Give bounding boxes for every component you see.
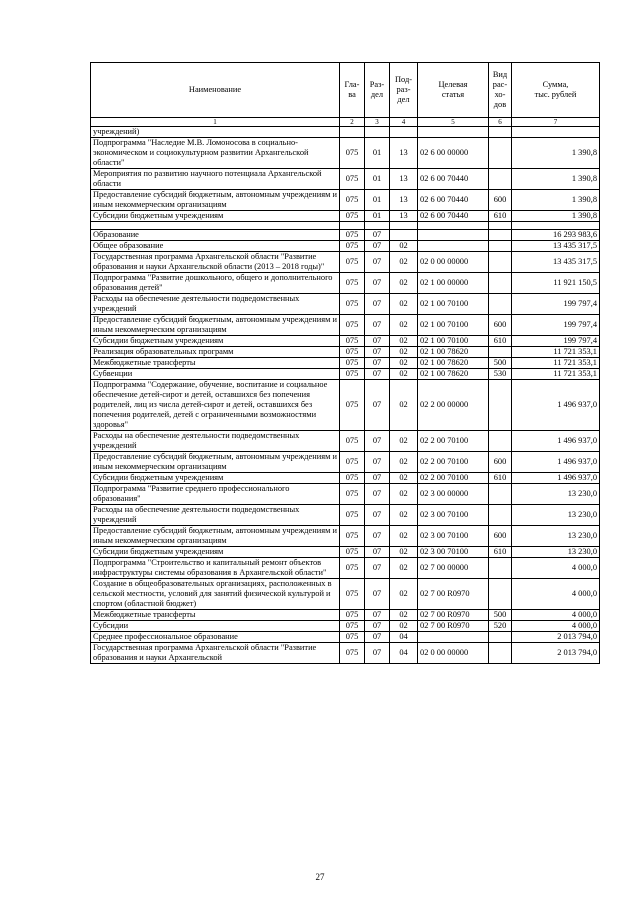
- row-glava: 075: [340, 169, 365, 190]
- col-header-summa-label: Сумма, тыс. рублей: [534, 80, 577, 99]
- row-vid: [489, 138, 512, 169]
- row-glava: 075: [340, 431, 365, 452]
- row-razdel: 07: [365, 473, 390, 484]
- row-razdel: 07: [365, 526, 390, 547]
- table-header-row: [91, 63, 600, 118]
- row-celevaya: [418, 222, 489, 230]
- row-vid: [489, 505, 512, 526]
- row-glava: 075: [340, 621, 365, 632]
- table-row: [91, 222, 600, 230]
- row-razdel: 07: [365, 369, 390, 380]
- row-summa: 1 496 937,0: [512, 473, 600, 484]
- row-celevaya: 02 2 00 00000: [418, 380, 489, 431]
- table-row: [91, 610, 600, 621]
- column-number-row: [91, 118, 600, 127]
- row-celevaya: 02 0 00 00000: [418, 643, 489, 664]
- col-header-summa: [512, 63, 600, 118]
- row-podrazdel: 02: [390, 558, 418, 579]
- row-summa: 2 013 794,0: [512, 643, 600, 664]
- row-razdel: 07: [365, 484, 390, 505]
- row-vid: 610: [489, 211, 512, 222]
- row-glava: 075: [340, 452, 365, 473]
- row-name: Субвенции: [91, 369, 340, 380]
- row-podrazdel: 13: [390, 211, 418, 222]
- row-summa: 1 390,8: [512, 190, 600, 211]
- row-razdel: 07: [365, 358, 390, 369]
- row-razdel: 07: [365, 632, 390, 643]
- row-glava: 075: [340, 347, 365, 358]
- row-podrazdel: 13: [390, 138, 418, 169]
- row-glava: [340, 127, 365, 138]
- row-glava: 075: [340, 138, 365, 169]
- row-podrazdel: 02: [390, 431, 418, 452]
- row-summa: 4 000,0: [512, 579, 600, 610]
- row-name: Субсидии бюджетным учреждениям: [91, 336, 340, 347]
- row-podrazdel: [390, 222, 418, 230]
- row-vid: [489, 431, 512, 452]
- row-podrazdel: 02: [390, 473, 418, 484]
- row-razdel: 07: [365, 380, 390, 431]
- row-summa: [512, 127, 600, 138]
- row-razdel: [365, 222, 390, 230]
- row-razdel: 07: [365, 294, 390, 315]
- row-vid: [489, 127, 512, 138]
- row-name: Расходы на обеспечение деятельности подведомственных учреждений: [91, 431, 340, 452]
- row-summa: 1 390,8: [512, 211, 600, 222]
- row-vid: [489, 632, 512, 643]
- row-razdel: 07: [365, 230, 390, 241]
- row-celevaya: 02 0 00 00000: [418, 252, 489, 273]
- page-number: 27: [315, 872, 325, 882]
- row-glava: 075: [340, 484, 365, 505]
- row-name: Образование: [91, 230, 340, 241]
- row-name: [91, 222, 340, 230]
- row-name: учреждений): [91, 127, 340, 138]
- row-celevaya: [418, 241, 489, 252]
- col-header-vid-label: Вид рас- хо- дов: [492, 70, 508, 109]
- row-podrazdel: 02: [390, 273, 418, 294]
- row-podrazdel: 02: [390, 452, 418, 473]
- row-name: Субсидии бюджетным учреждениям: [91, 547, 340, 558]
- col-header-glava: [340, 63, 365, 118]
- table-row: [91, 127, 600, 138]
- row-celevaya: 02 6 00 00000: [418, 138, 489, 169]
- row-celevaya: [418, 632, 489, 643]
- row-vid: [489, 484, 512, 505]
- row-summa: 13 230,0: [512, 484, 600, 505]
- row-vid: [489, 294, 512, 315]
- row-vid: 530: [489, 369, 512, 380]
- row-vid: 610: [489, 473, 512, 484]
- budget-table: [90, 62, 600, 664]
- row-podrazdel: 02: [390, 315, 418, 336]
- row-podrazdel: 02: [390, 241, 418, 252]
- row-celevaya: 02 3 00 70100: [418, 547, 489, 558]
- row-vid: [489, 579, 512, 610]
- row-summa: [512, 222, 600, 230]
- row-celevaya: 02 7 00 R0970: [418, 610, 489, 621]
- row-celevaya: 02 6 00 70440: [418, 190, 489, 211]
- table-row: [91, 526, 600, 547]
- row-vid: [489, 643, 512, 664]
- row-summa: 199 797,4: [512, 294, 600, 315]
- row-celevaya: 02 2 00 70100: [418, 431, 489, 452]
- row-podrazdel: 02: [390, 358, 418, 369]
- row-razdel: 07: [365, 431, 390, 452]
- row-name: Создание в общеобразовательных организациях, расположенных в сельской местности, условий для занятий физической культурой и спортом (областной бюджет): [91, 579, 340, 610]
- row-vid: 600: [489, 315, 512, 336]
- row-celevaya: 02 6 00 70440: [418, 211, 489, 222]
- row-razdel: 07: [365, 547, 390, 558]
- row-podrazdel: 02: [390, 294, 418, 315]
- row-vid: 610: [489, 547, 512, 558]
- row-vid: 520: [489, 621, 512, 632]
- table-row: [91, 484, 600, 505]
- row-glava: 075: [340, 190, 365, 211]
- col-header-razdel-label: Раз- дел: [369, 80, 385, 99]
- row-podrazdel: 04: [390, 643, 418, 664]
- table-row: [91, 643, 600, 664]
- row-name: Государственная программа Архангельской области "Развитие образования и науки Архангельской области (2013 – 2018 годы)": [91, 252, 340, 273]
- row-vid: 600: [489, 526, 512, 547]
- table-row: [91, 315, 600, 336]
- table-row: [91, 452, 600, 473]
- row-summa: 13 435 317,5: [512, 252, 600, 273]
- row-celevaya: 02 1 00 78620: [418, 358, 489, 369]
- row-podrazdel: 13: [390, 169, 418, 190]
- row-summa: 1 496 937,0: [512, 380, 600, 431]
- row-razdel: 07: [365, 643, 390, 664]
- table-row: [91, 579, 600, 610]
- row-razdel: 07: [365, 558, 390, 579]
- row-glava: 075: [340, 558, 365, 579]
- row-summa: 199 797,4: [512, 336, 600, 347]
- row-name: Предоставление субсидий бюджетным, автономным учреждениям и иным некоммерческим организациям: [91, 452, 340, 473]
- row-name: Среднее профессиональное образование: [91, 632, 340, 643]
- row-summa: 11 721 353,1: [512, 369, 600, 380]
- row-celevaya: 02 1 00 00000: [418, 273, 489, 294]
- table-row: [91, 369, 600, 380]
- row-celevaya: 02 1 00 70100: [418, 336, 489, 347]
- row-vid: [489, 230, 512, 241]
- row-celevaya: 02 1 00 70100: [418, 294, 489, 315]
- table-row: [91, 380, 600, 431]
- row-vid: [489, 222, 512, 230]
- row-name: Межбюджетные трансферты: [91, 610, 340, 621]
- row-celevaya: 02 1 00 78620: [418, 347, 489, 358]
- row-summa: 16 293 983,6: [512, 230, 600, 241]
- table-row: [91, 211, 600, 222]
- row-summa: 2 013 794,0: [512, 632, 600, 643]
- row-podrazdel: 02: [390, 547, 418, 558]
- row-glava: 075: [340, 526, 365, 547]
- row-summa: 13 230,0: [512, 505, 600, 526]
- table-row: [91, 358, 600, 369]
- row-summa: 13 435 317,5: [512, 241, 600, 252]
- row-vid: [489, 241, 512, 252]
- row-podrazdel: 02: [390, 252, 418, 273]
- row-celevaya: 02 7 00 00000: [418, 558, 489, 579]
- row-razdel: 01: [365, 211, 390, 222]
- row-glava: [340, 222, 365, 230]
- row-summa: 1 496 937,0: [512, 431, 600, 452]
- row-razdel: 01: [365, 138, 390, 169]
- row-razdel: 07: [365, 315, 390, 336]
- row-glava: 075: [340, 252, 365, 273]
- col-header-celevaya: [418, 63, 489, 118]
- row-celevaya: 02 7 00 R0970: [418, 621, 489, 632]
- col-header-razdel: [365, 63, 390, 118]
- table-row: [91, 230, 600, 241]
- row-name: Предоставление субсидий бюджетным, автономным учреждениям и иным некоммерческим организациям: [91, 190, 340, 211]
- row-name: Субсидии: [91, 621, 340, 632]
- row-podrazdel: 02: [390, 484, 418, 505]
- row-glava: 075: [340, 294, 365, 315]
- row-razdel: [365, 127, 390, 138]
- row-summa: 199 797,4: [512, 315, 600, 336]
- row-vid: 610: [489, 336, 512, 347]
- row-name: Межбюджетные трансферты: [91, 358, 340, 369]
- row-glava: 075: [340, 336, 365, 347]
- row-summa: 13 230,0: [512, 526, 600, 547]
- row-name: Подпрограмма "Содержание, обучение, воспитание и социальное обеспечение детей-сирот и детей, оставшихся без попечения родителей, лиц из числа детей-сирот и детей, оставшихся без попечения родителей, детей с ограниченными возможностями здоровья": [91, 380, 340, 431]
- row-name: Субсидии бюджетным учреждениям: [91, 473, 340, 484]
- row-summa: 4 000,0: [512, 610, 600, 621]
- row-summa: 11 721 353,1: [512, 347, 600, 358]
- row-razdel: 07: [365, 610, 390, 621]
- col-header-name: Наименование: [91, 63, 340, 118]
- row-celevaya: 02 6 00 70440: [418, 169, 489, 190]
- row-name: Предоставление субсидий бюджетным, автономным учреждениям и иным некоммерческим организациям: [91, 315, 340, 336]
- column-number: 6: [489, 118, 512, 127]
- row-glava: 075: [340, 211, 365, 222]
- row-razdel: 07: [365, 252, 390, 273]
- row-glava: 075: [340, 473, 365, 484]
- row-vid: [489, 347, 512, 358]
- column-number: 5: [418, 118, 489, 127]
- row-vid: 500: [489, 358, 512, 369]
- row-vid: [489, 380, 512, 431]
- row-glava: 075: [340, 380, 365, 431]
- row-celevaya: [418, 230, 489, 241]
- row-glava: 075: [340, 273, 365, 294]
- row-glava: 075: [340, 315, 365, 336]
- row-podrazdel: 02: [390, 380, 418, 431]
- col-header-celevaya-label: Целевая статья: [438, 80, 468, 99]
- row-celevaya: 02 3 00 70100: [418, 526, 489, 547]
- row-razdel: 07: [365, 336, 390, 347]
- row-summa: 11 721 353,1: [512, 358, 600, 369]
- table-row: [91, 252, 600, 273]
- row-razdel: 07: [365, 505, 390, 526]
- row-podrazdel: [390, 230, 418, 241]
- row-glava: 075: [340, 643, 365, 664]
- table-row: [91, 273, 600, 294]
- table-row: [91, 431, 600, 452]
- row-vid: 600: [489, 190, 512, 211]
- row-summa: 11 921 150,5: [512, 273, 600, 294]
- table-row: [91, 241, 600, 252]
- row-razdel: 07: [365, 579, 390, 610]
- row-podrazdel: 02: [390, 579, 418, 610]
- table-row: [91, 190, 600, 211]
- row-celevaya: 02 1 00 70100: [418, 315, 489, 336]
- row-name: Реализация образовательных программ: [91, 347, 340, 358]
- table-body: [91, 127, 600, 664]
- row-name: Общее образование: [91, 241, 340, 252]
- row-name: Подпрограмма "Развитие среднего профессионального образования": [91, 484, 340, 505]
- row-name: Расходы на обеспечение деятельности подведомственных учреждений: [91, 294, 340, 315]
- row-podrazdel: [390, 127, 418, 138]
- row-celevaya: 02 3 00 00000: [418, 484, 489, 505]
- row-summa: 13 230,0: [512, 547, 600, 558]
- row-name: Государственная программа Архангельской области "Развитие образования и науки Архангельской: [91, 643, 340, 664]
- row-razdel: 07: [365, 621, 390, 632]
- row-vid: [489, 558, 512, 579]
- row-celevaya: 02 3 00 70100: [418, 505, 489, 526]
- row-name: Предоставление субсидий бюджетным, автономным учреждениям и иным некоммерческим организациям: [91, 526, 340, 547]
- column-number: 1: [91, 118, 340, 127]
- row-razdel: 07: [365, 241, 390, 252]
- row-vid: 500: [489, 610, 512, 621]
- row-razdel: 01: [365, 169, 390, 190]
- row-glava: 075: [340, 579, 365, 610]
- row-summa: 1 390,8: [512, 169, 600, 190]
- row-celevaya: [418, 127, 489, 138]
- row-celevaya: 02 7 00 R0970: [418, 579, 489, 610]
- row-podrazdel: 02: [390, 336, 418, 347]
- row-razdel: 07: [365, 452, 390, 473]
- row-glava: 075: [340, 547, 365, 558]
- row-name: Субсидии бюджетным учреждениям: [91, 211, 340, 222]
- row-glava: 075: [340, 505, 365, 526]
- table-row: [91, 558, 600, 579]
- row-name: Подпрограмма "Развитие дошкольного, общего и дополнительного образования детей": [91, 273, 340, 294]
- row-vid: 600: [489, 452, 512, 473]
- row-podrazdel: 13: [390, 190, 418, 211]
- row-podrazdel: 02: [390, 610, 418, 621]
- table-row: [91, 632, 600, 643]
- table-row: [91, 547, 600, 558]
- row-summa: 4 000,0: [512, 558, 600, 579]
- row-summa: 1 496 937,0: [512, 452, 600, 473]
- column-number: 7: [512, 118, 600, 127]
- row-celevaya: 02 1 00 78620: [418, 369, 489, 380]
- row-vid: [489, 169, 512, 190]
- table-row: [91, 294, 600, 315]
- row-podrazdel: 04: [390, 632, 418, 643]
- col-header-vid: [489, 63, 512, 118]
- row-glava: 075: [340, 632, 365, 643]
- column-number: 4: [390, 118, 418, 127]
- row-podrazdel: 02: [390, 369, 418, 380]
- row-celevaya: 02 2 00 70100: [418, 473, 489, 484]
- table-row: [91, 505, 600, 526]
- row-razdel: 01: [365, 190, 390, 211]
- table-row: [91, 169, 600, 190]
- table-row: [91, 336, 600, 347]
- row-vid: [489, 273, 512, 294]
- row-summa: 1 390,8: [512, 138, 600, 169]
- row-glava: 075: [340, 369, 365, 380]
- column-number: 3: [365, 118, 390, 127]
- row-name: Расходы на обеспечение деятельности подведомственных учреждений: [91, 505, 340, 526]
- row-glava: 075: [340, 241, 365, 252]
- row-podrazdel: 02: [390, 621, 418, 632]
- row-vid: [489, 252, 512, 273]
- row-glava: 075: [340, 230, 365, 241]
- row-celevaya: 02 2 00 70100: [418, 452, 489, 473]
- row-name: Подпрограмма "Наследие М.В. Ломоносова в социально-экономическом и социокультурном развитии Архангельской области": [91, 138, 340, 169]
- column-number: 2: [340, 118, 365, 127]
- row-podrazdel: 02: [390, 505, 418, 526]
- row-summa: 4 000,0: [512, 621, 600, 632]
- row-name: Подпрограмма "Строительство и капитальный ремонт объектов инфраструктуры системы образования в Архангельской области": [91, 558, 340, 579]
- table-row: [91, 621, 600, 632]
- table-row: [91, 473, 600, 484]
- row-podrazdel: 02: [390, 347, 418, 358]
- row-podrazdel: 02: [390, 526, 418, 547]
- table-row: [91, 347, 600, 358]
- row-glava: 075: [340, 358, 365, 369]
- row-razdel: 07: [365, 273, 390, 294]
- col-header-podrazdel-label: Под- раз- дел: [394, 75, 413, 104]
- table-row: [91, 138, 600, 169]
- row-glava: 075: [340, 610, 365, 621]
- row-razdel: 07: [365, 347, 390, 358]
- col-header-glava-label: Гла- ва: [344, 80, 360, 99]
- col-header-podrazdel: [390, 63, 418, 118]
- row-name: Мероприятия по развитию научного потенциала Архангельской области: [91, 169, 340, 190]
